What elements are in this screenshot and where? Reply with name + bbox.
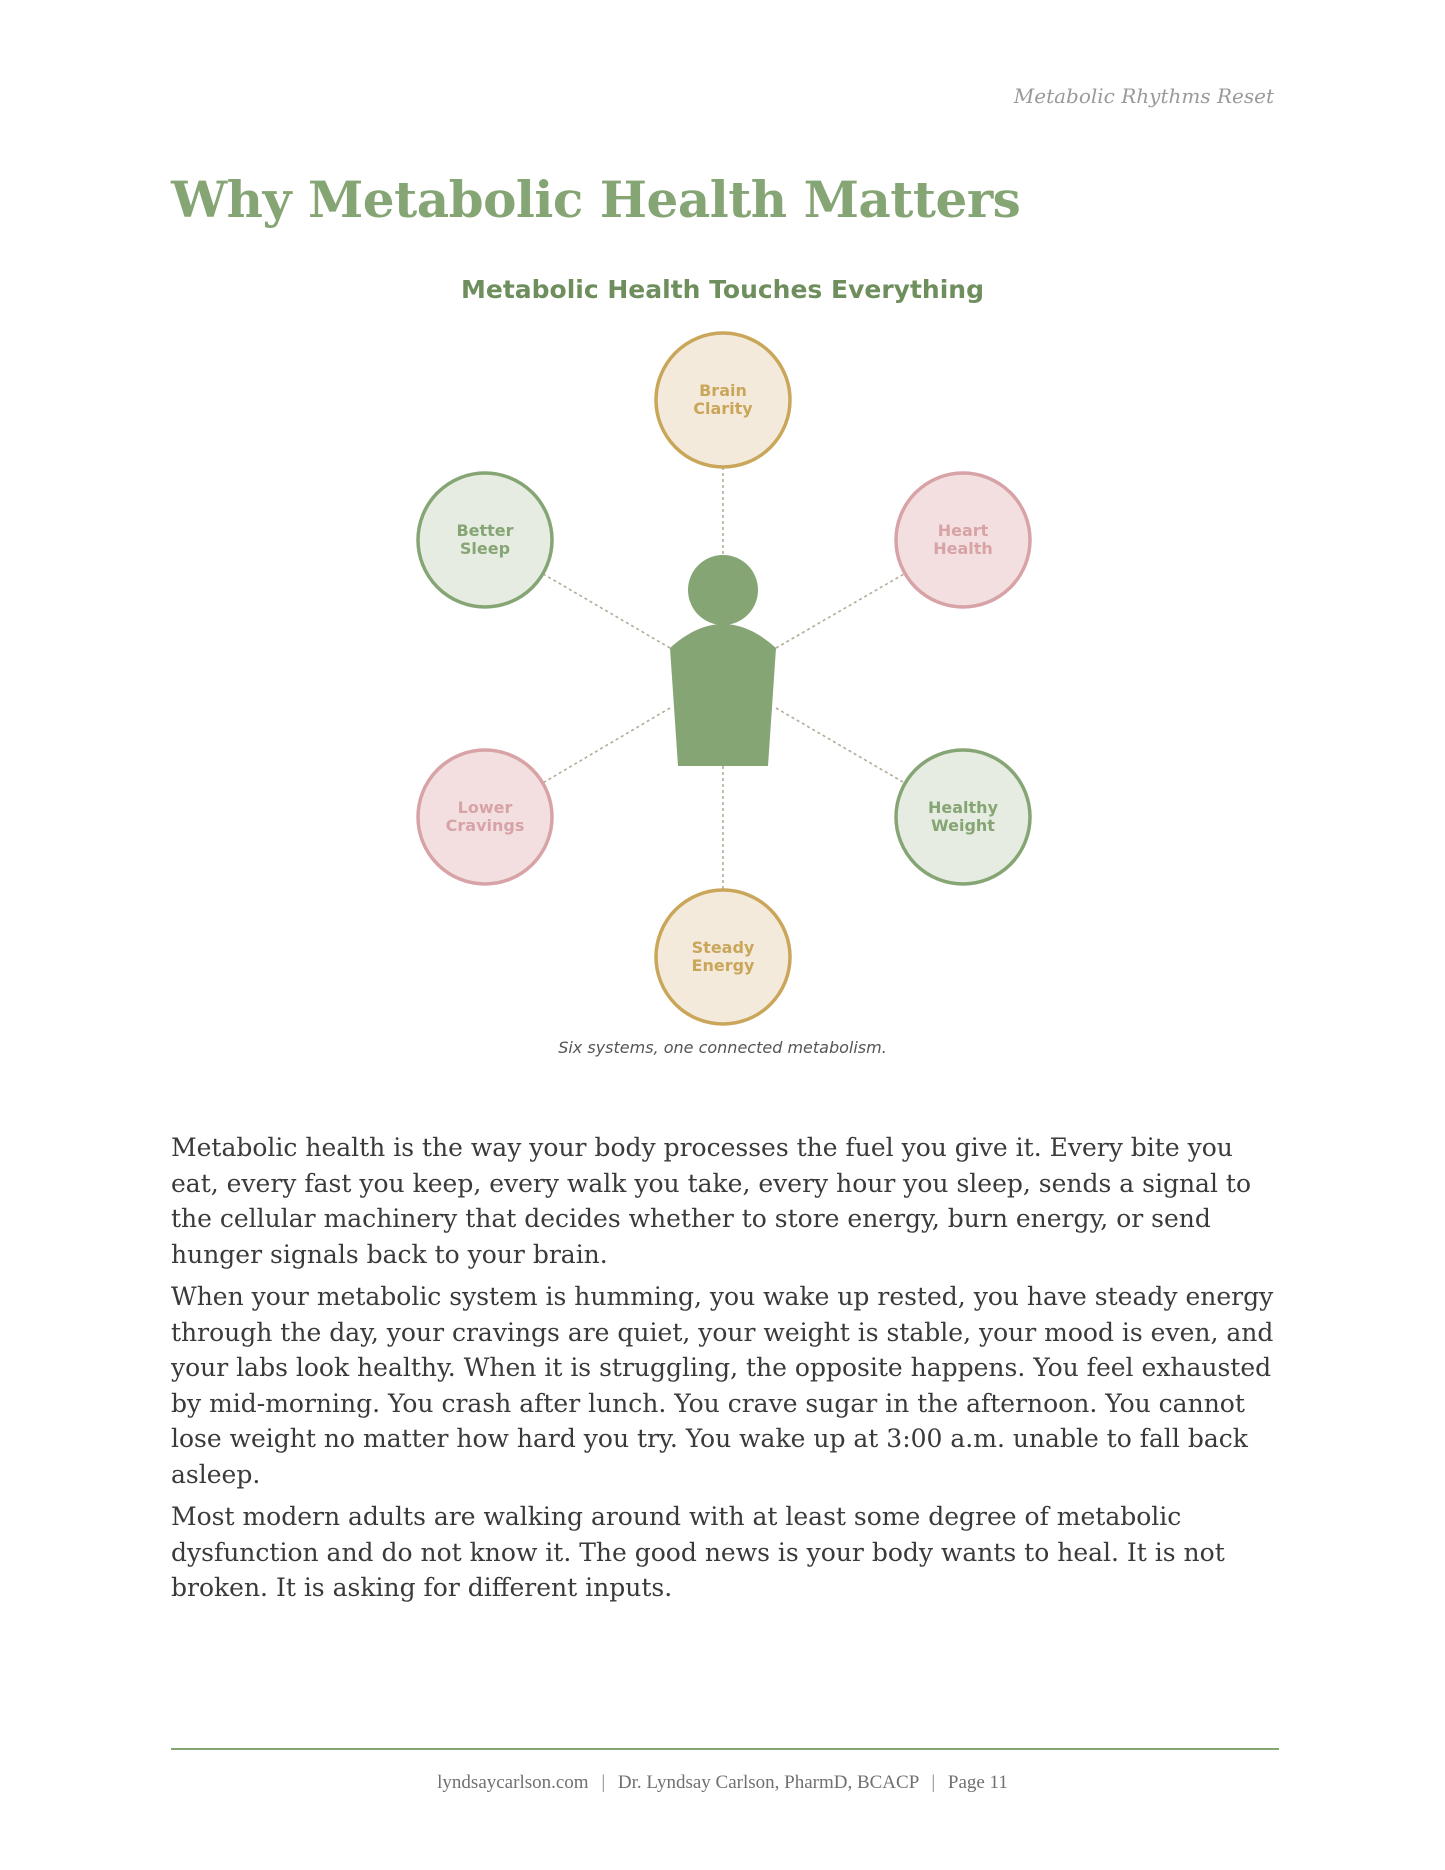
node-steady-energy	[656, 890, 790, 1024]
node-better-sleep	[418, 473, 552, 607]
footer-separator: |	[931, 1772, 936, 1793]
body-text	[171, 1130, 1279, 1613]
node-label: Steady	[691, 938, 755, 957]
footer-divider	[171, 1748, 1279, 1750]
node-healthy-weight	[896, 750, 1030, 884]
metabolic-diagram	[0, 270, 1445, 1070]
node-label: Health	[933, 539, 993, 558]
running-header: Metabolic Rhythms Reset	[1013, 84, 1274, 108]
diagram-title: Metabolic Health Touches Everything	[461, 275, 984, 304]
page-footer	[0, 1772, 1445, 1794]
body-paragraph-2: When your metabolic system is humming, you wake up rested, you have steady energy through the day, your cravings are quiet, your weight is stable, your mood is even, and your labs look healthy. When it is struggling, the opposite happens. You feel exhausted by mid-morning. You crash after lunch. You crave sugar in the afternoon. You cannot lose weight no matter how hard you try. You wake up at 3:00 a.m. unable to fall back asleep.	[171, 1282, 1274, 1489]
footer-site: lyndsaycarlson.com	[437, 1772, 589, 1793]
node-brain-clarity	[656, 333, 790, 467]
node-label: Healthy	[928, 798, 998, 817]
footer-page-number: Page 11	[947, 1772, 1008, 1793]
node-label: Sleep	[459, 539, 511, 558]
node-label: Better	[456, 521, 514, 540]
node-label: Lower	[457, 798, 513, 817]
node-heart-health	[896, 473, 1030, 607]
node-label: Weight	[931, 816, 995, 835]
diagram-canvas	[0, 270, 1445, 1040]
connector-heart-health	[776, 574, 905, 648]
connector-lower-cravings	[543, 708, 670, 783]
node-label: Brain	[699, 381, 747, 400]
connector-healthy-weight	[776, 708, 905, 783]
footer-separator: |	[601, 1772, 606, 1793]
node-label: Heart	[937, 521, 989, 540]
person-icon	[670, 555, 776, 766]
body-paragraph-3: Most modern adults are walking around with at least some degree of metabolic dysfunction and do not know it. The good news is your body wants to heal. It is not broken. It is asking for different inputs.	[171, 1502, 1225, 1602]
node-label: Energy	[691, 956, 755, 975]
node-label: Cravings	[445, 816, 525, 835]
body-paragraph-1: Metabolic health is the way your body processes the fuel you give it. Every bite you eat, every fast you keep, every walk you take, every hour you sleep, sends a signal to the cellular machinery that decides whether to store energy, burn energy, or send hunger signals back to your brain.	[171, 1133, 1252, 1269]
diagram-caption: Six systems, one connected metabolism.	[558, 1038, 887, 1057]
connector-better-sleep	[543, 574, 670, 648]
node-lower-cravings	[418, 750, 552, 884]
footer-author: Dr. Lyndsay Carlson, PharmD, BCACP	[617, 1772, 919, 1793]
page-title: Why Metabolic Health Matters	[171, 170, 1021, 229]
node-label: Clarity	[693, 399, 753, 418]
